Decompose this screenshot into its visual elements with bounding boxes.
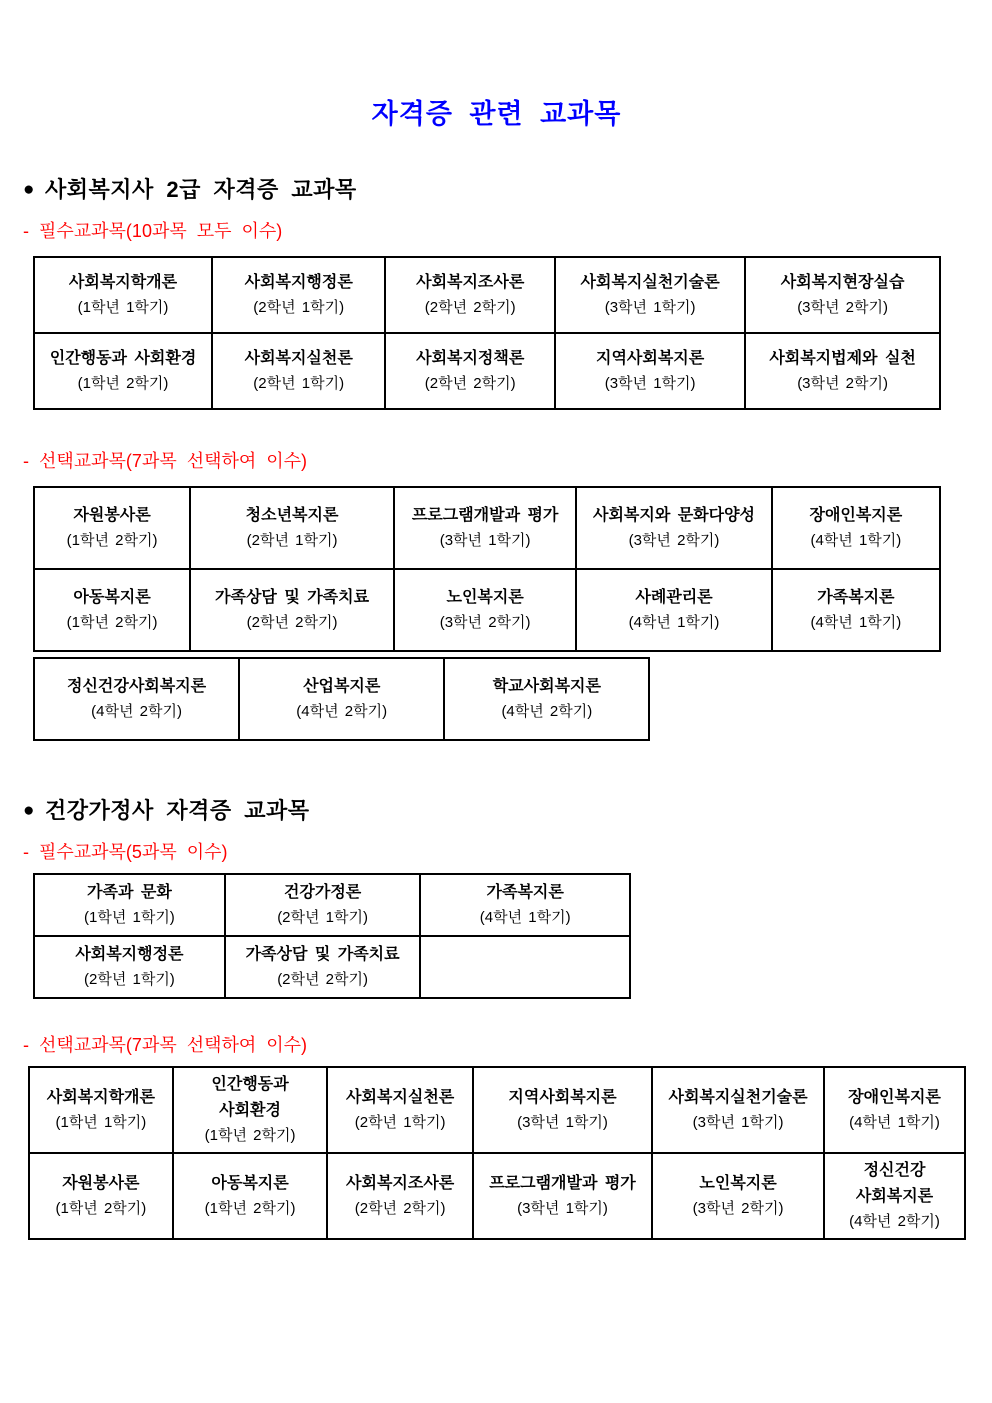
course-name: 사회복지실천기술론 [580, 274, 720, 291]
elective-courses-table [33, 486, 941, 741]
elective-courses-table [28, 1066, 966, 1240]
bullet-icon: ● [23, 179, 35, 200]
course-cell [189, 486, 395, 570]
course-term: (3학년 1학기) [517, 1114, 608, 1131]
course-name: 사회복지조사론 [346, 1175, 455, 1192]
section-healthy-family-cert [23, 796, 970, 1240]
course-cell [33, 657, 240, 741]
course-term: (2학년 1학기) [246, 532, 338, 549]
course-name: 장애인복지론 [809, 507, 903, 524]
course-name: 자원봉사론 [62, 1175, 140, 1192]
course-term: (3학년 2학기) [797, 375, 888, 392]
course-cell [33, 256, 213, 334]
course-cell [224, 873, 422, 937]
course-name: 사회복지법제와 실천 [769, 350, 916, 367]
course-name: 사례관리론 [635, 589, 713, 606]
course-term: (2학년 2학기) [354, 1200, 446, 1217]
elective-courses-label: - 선택교과목(7과목 선택하여 이수) [23, 1035, 308, 1055]
course-cell [771, 568, 941, 652]
course-cell [575, 486, 772, 570]
course-name: 사회복지현장실습 [780, 274, 905, 291]
course-name: 아동복지론 [211, 1175, 289, 1192]
course-term: (3학년 1학기) [604, 299, 696, 316]
course-name: 건강가정론 [283, 884, 362, 901]
course-name: 사회복지학개론 [46, 1089, 155, 1106]
table-row [33, 568, 941, 652]
course-name: 자원봉사론 [73, 507, 151, 524]
course-cell [651, 1066, 825, 1154]
course-name: 사회복지실천기술론 [668, 1089, 808, 1106]
course-term: (4학년 1학기) [849, 1114, 940, 1131]
course-term: (1학년 2학기) [55, 1200, 147, 1217]
course-name: 가족상담 및 가족치료 [215, 589, 370, 606]
course-name: 장애인복지론 [848, 1089, 941, 1106]
table-row [33, 332, 941, 410]
course-name: 가족복지론 [486, 884, 564, 901]
required-courses-label: - 필수교과목(5과목 이수) [23, 842, 228, 862]
required-courses-table [33, 873, 631, 999]
course-name: 인간행동과 사회환경 [211, 1076, 289, 1119]
course-cell [744, 256, 941, 334]
course-name: 청소년복지론 [245, 507, 339, 524]
section-heading [23, 175, 970, 205]
course-name: 가족복지론 [817, 589, 895, 606]
course-cell [172, 1066, 329, 1154]
course-name: 가족상담 및 가족치료 [245, 946, 400, 963]
course-cell [384, 332, 556, 410]
course-cell [651, 1152, 825, 1240]
course-term: (4학년 2학기) [296, 703, 388, 720]
course-cell [575, 568, 772, 652]
course-name: 사회복지실천론 [244, 350, 353, 367]
section-social-worker-cert [23, 175, 970, 741]
course-name: 가족과 문화 [87, 884, 172, 901]
course-term: (2학년 2학기) [424, 375, 516, 392]
section-heading-text: 사회복지사 2급 자격증 교과목 [44, 177, 357, 202]
course-name: 노인복지론 [699, 1175, 777, 1192]
course-name: 사회복지와 문화다양성 [593, 507, 756, 524]
course-term: (1학년 2학기) [204, 1200, 296, 1217]
course-term: (1학년 2학기) [204, 1127, 296, 1144]
course-term: (1학년 1학기) [55, 1114, 147, 1131]
course-term: (1학년 1학기) [77, 299, 169, 316]
course-term: (3학년 1학기) [439, 532, 531, 549]
course-term: (3학년 1학기) [604, 375, 696, 392]
course-term: (3학년 2학기) [692, 1200, 784, 1217]
course-cell [326, 1152, 474, 1240]
course-cell [189, 568, 395, 652]
course-cell [172, 1152, 329, 1240]
course-name: 지역사회복지론 [596, 350, 705, 367]
course-term: (2학년 1학기) [253, 299, 345, 316]
course-term: (4학년 2학기) [501, 703, 593, 720]
course-term: (3학년 1학기) [517, 1200, 608, 1217]
course-cell [554, 332, 746, 410]
course-term: (1학년 1학기) [84, 909, 175, 926]
table-row [28, 1066, 966, 1154]
course-cell [224, 935, 422, 999]
course-cell [472, 1152, 653, 1240]
elective-courses-label: - 선택교과목(7과목 선택하여 이수) [23, 451, 308, 471]
course-cell [211, 256, 386, 334]
course-name: 정신건강사회복지론 [67, 678, 207, 695]
course-name: 사회복지학개론 [68, 274, 178, 291]
course-term: (3학년 2학기) [439, 614, 531, 631]
course-term: (4학년 2학기) [91, 703, 182, 720]
course-name: 정신건강 사회복지론 [855, 1162, 934, 1205]
course-term: (2학년 1학기) [354, 1114, 446, 1131]
course-cell [744, 332, 941, 410]
course-cell [33, 568, 191, 652]
course-cell [33, 332, 213, 410]
required-courses-table [33, 256, 941, 410]
course-cell [33, 935, 226, 999]
course-name: 사회복지행정론 [75, 946, 184, 963]
course-name: 프로그램개발과 평가 [411, 507, 559, 524]
course-term: (2학년 1학기) [253, 375, 345, 392]
course-name: 아동복지론 [73, 589, 151, 606]
course-name: 사회복지정책론 [416, 350, 525, 367]
course-term: (1학년 2학기) [77, 375, 169, 392]
course-cell [554, 256, 746, 334]
course-term: (4학년 1학기) [479, 909, 571, 926]
table-row [33, 657, 650, 741]
course-term: (3학년 1학기) [692, 1114, 784, 1131]
course-cell [771, 486, 941, 570]
section-heading-text: 건강가정사 자격증 교과목 [44, 798, 310, 823]
course-term: (4학년 1학기) [810, 532, 902, 549]
course-cell [419, 873, 631, 937]
course-cell [393, 568, 577, 652]
course-term: (2학년 1학기) [277, 909, 368, 926]
course-cell [823, 1152, 966, 1240]
course-name: 사회복지조사론 [416, 274, 525, 291]
course-term: (3학년 2학기) [628, 532, 720, 549]
course-term: (2학년 2학기) [277, 971, 368, 988]
course-term: (2학년 2학기) [424, 299, 516, 316]
course-cell [393, 486, 577, 570]
course-term: (1학년 2학기) [66, 614, 158, 631]
empty-cell [419, 935, 631, 999]
course-cell [326, 1066, 474, 1154]
course-term: (2학년 2학기) [246, 614, 338, 631]
course-cell [33, 486, 191, 570]
course-term: (3학년 2학기) [797, 299, 888, 316]
course-cell [211, 332, 386, 410]
course-cell [28, 1152, 174, 1240]
course-name: 사회복지행정론 [244, 274, 353, 291]
course-name: 프로그램개발과 평가 [489, 1175, 636, 1192]
course-name: 노인복지론 [446, 589, 524, 606]
course-cell [472, 1066, 653, 1154]
course-cell [238, 657, 445, 741]
course-name: 사회복지실천론 [346, 1089, 455, 1106]
section-heading [23, 796, 970, 826]
course-cell [443, 657, 650, 741]
course-name: 산업복지론 [303, 678, 381, 695]
table-row [28, 1152, 966, 1240]
table-row [33, 256, 941, 334]
course-name: 인간행동과 사회환경 [49, 350, 197, 367]
course-term: (4학년 2학기) [849, 1213, 940, 1230]
page-title: 자격증 관련 교과목 [371, 99, 622, 129]
required-courses-label: - 필수교과목(10과목 모두 이수) [23, 221, 283, 241]
course-cell [28, 1066, 174, 1154]
table-row [33, 486, 941, 570]
course-term: (1학년 2학기) [66, 532, 158, 549]
course-term: (4학년 1학기) [810, 614, 902, 631]
bullet-icon: ● [23, 800, 35, 821]
course-term: (2학년 1학기) [84, 971, 175, 988]
course-name: 학교사회복지론 [492, 678, 601, 695]
course-cell [823, 1066, 966, 1154]
table-row [33, 935, 631, 999]
course-term: (4학년 1학기) [628, 614, 720, 631]
course-cell [33, 873, 226, 937]
table-row [33, 873, 631, 937]
course-name: 지역사회복지론 [508, 1089, 617, 1106]
course-cell [384, 256, 556, 334]
